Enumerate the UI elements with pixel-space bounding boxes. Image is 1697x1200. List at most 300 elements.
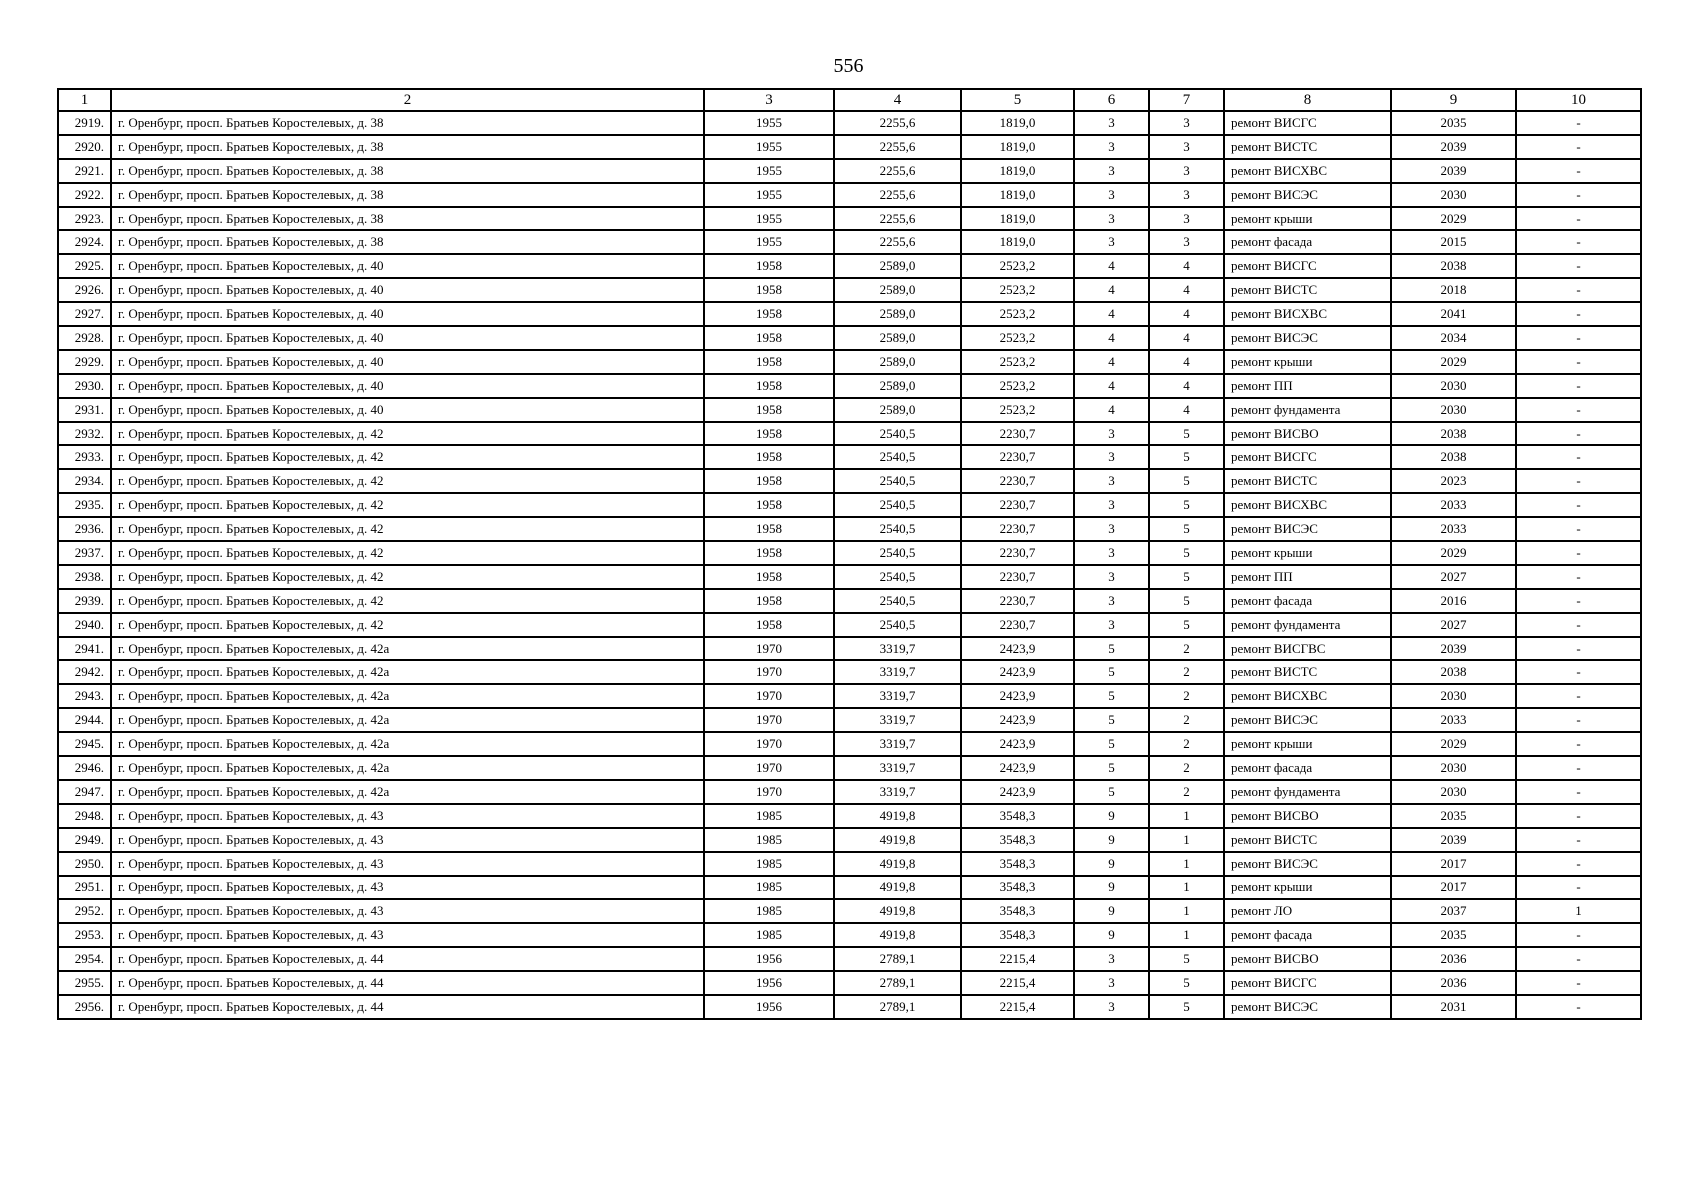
entrances-cell: 5 <box>1149 971 1224 995</box>
total-area-cell: 2540,5 <box>834 565 961 589</box>
living-area-cell: 2230,7 <box>961 541 1074 565</box>
entrances-cell: 5 <box>1149 947 1224 971</box>
living-area-cell: 2423,9 <box>961 660 1074 684</box>
year-cell: 1970 <box>704 780 834 804</box>
row-number-cell: 2948. <box>58 804 111 828</box>
year-cell: 1985 <box>704 923 834 947</box>
year-cell: 1955 <box>704 183 834 207</box>
work-type-cell: ремонт фасада <box>1224 589 1391 613</box>
total-area-cell: 2589,0 <box>834 350 961 374</box>
floors-cell: 4 <box>1074 302 1149 326</box>
floors-cell: 9 <box>1074 923 1149 947</box>
year-cell: 1985 <box>704 852 834 876</box>
living-area-cell: 1819,0 <box>961 183 1074 207</box>
floors-cell: 3 <box>1074 422 1149 446</box>
planned-year-cell: 2039 <box>1391 159 1516 183</box>
table-row <box>58 398 1641 422</box>
note-cell: - <box>1516 111 1641 135</box>
total-area-cell: 3319,7 <box>834 732 961 756</box>
total-area-cell: 2589,0 <box>834 326 961 350</box>
total-area-cell: 2789,1 <box>834 995 961 1019</box>
table-row <box>58 780 1641 804</box>
row-number-cell: 2947. <box>58 780 111 804</box>
total-area-cell: 3319,7 <box>834 756 961 780</box>
entrances-cell: 4 <box>1149 398 1224 422</box>
table-row <box>58 350 1641 374</box>
address-cell: г. Оренбург, просп. Братьев Коростелевых, д. 43 <box>111 804 704 828</box>
floors-cell: 3 <box>1074 995 1149 1019</box>
table-row <box>58 852 1641 876</box>
table-row <box>58 159 1641 183</box>
living-area-cell: 1819,0 <box>961 207 1074 231</box>
living-area-cell: 2230,7 <box>961 589 1074 613</box>
floors-cell: 5 <box>1074 637 1149 661</box>
row-number-cell: 2923. <box>58 207 111 231</box>
floors-cell: 3 <box>1074 159 1149 183</box>
table-row <box>58 183 1641 207</box>
living-area-cell: 2523,2 <box>961 374 1074 398</box>
floors-cell: 3 <box>1074 947 1149 971</box>
year-cell: 1958 <box>704 613 834 637</box>
living-area-cell: 3548,3 <box>961 852 1074 876</box>
entrances-cell: 3 <box>1149 207 1224 231</box>
planned-year-cell: 2027 <box>1391 565 1516 589</box>
planned-year-cell: 2041 <box>1391 302 1516 326</box>
address-cell: г. Оренбург, просп. Братьев Коростелевых, д. 42 <box>111 613 704 637</box>
year-cell: 1958 <box>704 469 834 493</box>
table-row <box>58 923 1641 947</box>
entrances-cell: 2 <box>1149 732 1224 756</box>
year-cell: 1970 <box>704 756 834 780</box>
address-cell: г. Оренбург, просп. Братьев Коростелевых, д. 44 <box>111 971 704 995</box>
floors-cell: 3 <box>1074 517 1149 541</box>
living-area-cell: 2523,2 <box>961 254 1074 278</box>
total-area-cell: 2589,0 <box>834 302 961 326</box>
note-cell: - <box>1516 923 1641 947</box>
entrances-cell: 4 <box>1149 326 1224 350</box>
address-cell: г. Оренбург, просп. Братьев Коростелевых, д. 38 <box>111 183 704 207</box>
floors-cell: 3 <box>1074 111 1149 135</box>
living-area-cell: 2230,7 <box>961 493 1074 517</box>
entrances-cell: 1 <box>1149 876 1224 900</box>
total-area-cell: 4919,8 <box>834 804 961 828</box>
note-cell: - <box>1516 756 1641 780</box>
work-type-cell: ремонт ВИСЭС <box>1224 517 1391 541</box>
total-area-cell: 3319,7 <box>834 660 961 684</box>
work-type-cell: ремонт ВИСГВС <box>1224 637 1391 661</box>
table-row <box>58 445 1641 469</box>
table-row <box>58 637 1641 661</box>
floors-cell: 3 <box>1074 135 1149 159</box>
entrances-cell: 5 <box>1149 517 1224 541</box>
entrances-cell: 2 <box>1149 756 1224 780</box>
year-cell: 1958 <box>704 565 834 589</box>
column-header-8: 8 <box>1224 89 1391 111</box>
entrances-cell: 5 <box>1149 493 1224 517</box>
planned-year-cell: 2033 <box>1391 517 1516 541</box>
entrances-cell: 2 <box>1149 684 1224 708</box>
table-row <box>58 541 1641 565</box>
row-number-cell: 2933. <box>58 445 111 469</box>
address-cell: г. Оренбург, просп. Братьев Коростелевых, д. 40 <box>111 350 704 374</box>
entrances-cell: 3 <box>1149 230 1224 254</box>
planned-year-cell: 2018 <box>1391 278 1516 302</box>
column-header-7: 7 <box>1149 89 1224 111</box>
entrances-cell: 4 <box>1149 350 1224 374</box>
table-row <box>58 613 1641 637</box>
entrances-cell: 5 <box>1149 541 1224 565</box>
living-area-cell: 1819,0 <box>961 230 1074 254</box>
entrances-cell: 1 <box>1149 804 1224 828</box>
planned-year-cell: 2039 <box>1391 637 1516 661</box>
floors-cell: 3 <box>1074 230 1149 254</box>
table-row <box>58 230 1641 254</box>
work-type-cell: ремонт ВИСГС <box>1224 971 1391 995</box>
column-header-6: 6 <box>1074 89 1149 111</box>
year-cell: 1955 <box>704 135 834 159</box>
year-cell: 1958 <box>704 302 834 326</box>
column-header-3: 3 <box>704 89 834 111</box>
year-cell: 1955 <box>704 111 834 135</box>
work-type-cell: ремонт ВИСЭС <box>1224 708 1391 732</box>
total-area-cell: 4919,8 <box>834 876 961 900</box>
planned-year-cell: 2035 <box>1391 111 1516 135</box>
row-number-cell: 2927. <box>58 302 111 326</box>
living-area-cell: 2230,7 <box>961 422 1074 446</box>
table-row <box>58 493 1641 517</box>
note-cell: - <box>1516 398 1641 422</box>
row-number-cell: 2941. <box>58 637 111 661</box>
total-area-cell: 2540,5 <box>834 517 961 541</box>
entrances-cell: 5 <box>1149 565 1224 589</box>
table-body <box>58 111 1641 1019</box>
row-number-cell: 2937. <box>58 541 111 565</box>
year-cell: 1958 <box>704 422 834 446</box>
planned-year-cell: 2015 <box>1391 230 1516 254</box>
row-number-cell: 2922. <box>58 183 111 207</box>
note-cell: - <box>1516 278 1641 302</box>
year-cell: 1956 <box>704 947 834 971</box>
planned-year-cell: 2038 <box>1391 254 1516 278</box>
row-number-cell: 2920. <box>58 135 111 159</box>
entrances-cell: 2 <box>1149 660 1224 684</box>
year-cell: 1958 <box>704 541 834 565</box>
note-cell: - <box>1516 660 1641 684</box>
entrances-cell: 4 <box>1149 374 1224 398</box>
floors-cell: 4 <box>1074 350 1149 374</box>
floors-cell: 4 <box>1074 326 1149 350</box>
row-number-cell: 2919. <box>58 111 111 135</box>
floors-cell: 3 <box>1074 589 1149 613</box>
table-row <box>58 708 1641 732</box>
floors-cell: 3 <box>1074 207 1149 231</box>
row-number-cell: 2938. <box>58 565 111 589</box>
work-type-cell: ремонт ВИСХВС <box>1224 684 1391 708</box>
entrances-cell: 1 <box>1149 923 1224 947</box>
note-cell: - <box>1516 852 1641 876</box>
work-type-cell: ремонт ВИСЭС <box>1224 326 1391 350</box>
row-number-cell: 2946. <box>58 756 111 780</box>
planned-year-cell: 2016 <box>1391 589 1516 613</box>
living-area-cell: 3548,3 <box>961 804 1074 828</box>
planned-year-cell: 2030 <box>1391 374 1516 398</box>
address-cell: г. Оренбург, просп. Братьев Коростелевых, д. 40 <box>111 326 704 350</box>
table-row <box>58 804 1641 828</box>
work-type-cell: ремонт ПП <box>1224 565 1391 589</box>
total-area-cell: 3319,7 <box>834 708 961 732</box>
address-cell: г. Оренбург, просп. Братьев Коростелевых, д. 40 <box>111 278 704 302</box>
address-cell: г. Оренбург, просп. Братьев Коростелевых, д. 42а <box>111 732 704 756</box>
floors-cell: 3 <box>1074 445 1149 469</box>
work-type-cell: ремонт фасада <box>1224 923 1391 947</box>
address-cell: г. Оренбург, просп. Братьев Коростелевых, д. 42 <box>111 422 704 446</box>
row-number-cell: 2934. <box>58 469 111 493</box>
planned-year-cell: 2029 <box>1391 732 1516 756</box>
total-area-cell: 2540,5 <box>834 589 961 613</box>
total-area-cell: 2789,1 <box>834 947 961 971</box>
work-type-cell: ремонт ВИСХВС <box>1224 302 1391 326</box>
year-cell: 1985 <box>704 804 834 828</box>
work-type-cell: ремонт ВИСТС <box>1224 135 1391 159</box>
floors-cell: 3 <box>1074 469 1149 493</box>
year-cell: 1958 <box>704 326 834 350</box>
note-cell: - <box>1516 183 1641 207</box>
row-number-cell: 2932. <box>58 422 111 446</box>
floors-cell: 5 <box>1074 780 1149 804</box>
planned-year-cell: 2031 <box>1391 995 1516 1019</box>
planned-year-cell: 2035 <box>1391 923 1516 947</box>
planned-year-cell: 2027 <box>1391 613 1516 637</box>
floors-cell: 5 <box>1074 660 1149 684</box>
floors-cell: 3 <box>1074 541 1149 565</box>
entrances-cell: 5 <box>1149 613 1224 637</box>
total-area-cell: 3319,7 <box>834 684 961 708</box>
table-row <box>58 254 1641 278</box>
note-cell: - <box>1516 637 1641 661</box>
note-cell: - <box>1516 995 1641 1019</box>
total-area-cell: 2540,5 <box>834 493 961 517</box>
row-number-cell: 2952. <box>58 899 111 923</box>
total-area-cell: 2540,5 <box>834 422 961 446</box>
table-row <box>58 517 1641 541</box>
note-cell: - <box>1516 302 1641 326</box>
year-cell: 1955 <box>704 207 834 231</box>
work-type-cell: ремонт ВИСГС <box>1224 254 1391 278</box>
table-row <box>58 589 1641 613</box>
row-number-cell: 2930. <box>58 374 111 398</box>
note-cell: - <box>1516 971 1641 995</box>
table-row <box>58 899 1641 923</box>
note-cell: - <box>1516 589 1641 613</box>
row-number-cell: 2956. <box>58 995 111 1019</box>
year-cell: 1985 <box>704 876 834 900</box>
total-area-cell: 2255,6 <box>834 230 961 254</box>
note-cell: - <box>1516 230 1641 254</box>
work-type-cell: ремонт ПП <box>1224 374 1391 398</box>
work-type-cell: ремонт ВИСТС <box>1224 469 1391 493</box>
total-area-cell: 2589,0 <box>834 398 961 422</box>
total-area-cell: 4919,8 <box>834 923 961 947</box>
row-number-cell: 2924. <box>58 230 111 254</box>
row-number-cell: 2942. <box>58 660 111 684</box>
entrances-cell: 3 <box>1149 111 1224 135</box>
total-area-cell: 2589,0 <box>834 254 961 278</box>
note-cell: 1 <box>1516 899 1641 923</box>
page-number: 556 <box>833 55 864 77</box>
table-row <box>58 995 1641 1019</box>
planned-year-cell: 2033 <box>1391 493 1516 517</box>
year-cell: 1958 <box>704 517 834 541</box>
note-cell: - <box>1516 565 1641 589</box>
table-row <box>58 756 1641 780</box>
work-type-cell: ремонт ВИСГС <box>1224 445 1391 469</box>
work-type-cell: ремонт фундамента <box>1224 398 1391 422</box>
work-type-cell: ремонт крыши <box>1224 207 1391 231</box>
entrances-cell: 3 <box>1149 135 1224 159</box>
work-type-cell: ремонт ВИСЭС <box>1224 852 1391 876</box>
floors-cell: 5 <box>1074 684 1149 708</box>
entrances-cell: 5 <box>1149 995 1224 1019</box>
planned-year-cell: 2037 <box>1391 899 1516 923</box>
entrances-cell: 2 <box>1149 780 1224 804</box>
planned-year-cell: 2036 <box>1391 947 1516 971</box>
note-cell: - <box>1516 613 1641 637</box>
table-row <box>58 684 1641 708</box>
address-cell: г. Оренбург, просп. Братьев Коростелевых, д. 42а <box>111 708 704 732</box>
planned-year-cell: 2035 <box>1391 804 1516 828</box>
address-cell: г. Оренбург, просп. Братьев Коростелевых, д. 42 <box>111 469 704 493</box>
living-area-cell: 3548,3 <box>961 923 1074 947</box>
living-area-cell: 3548,3 <box>961 876 1074 900</box>
total-area-cell: 4919,8 <box>834 852 961 876</box>
note-cell: - <box>1516 469 1641 493</box>
total-area-cell: 2540,5 <box>834 445 961 469</box>
address-cell: г. Оренбург, просп. Братьев Коростелевых, д. 40 <box>111 302 704 326</box>
row-number-cell: 2939. <box>58 589 111 613</box>
note-cell: - <box>1516 135 1641 159</box>
work-type-cell: ремонт фундамента <box>1224 613 1391 637</box>
entrances-cell: 3 <box>1149 183 1224 207</box>
address-cell: г. Оренбург, просп. Братьев Коростелевых, д. 42 <box>111 565 704 589</box>
year-cell: 1970 <box>704 684 834 708</box>
living-area-cell: 2423,9 <box>961 708 1074 732</box>
table-row <box>58 422 1641 446</box>
living-area-cell: 2230,7 <box>961 517 1074 541</box>
row-number-cell: 2944. <box>58 708 111 732</box>
note-cell: - <box>1516 684 1641 708</box>
work-type-cell: ремонт ВИСЭС <box>1224 183 1391 207</box>
living-area-cell: 1819,0 <box>961 159 1074 183</box>
floors-cell: 4 <box>1074 374 1149 398</box>
column-header-4: 4 <box>834 89 961 111</box>
column-header-9: 9 <box>1391 89 1516 111</box>
floors-cell: 5 <box>1074 756 1149 780</box>
floors-cell: 3 <box>1074 183 1149 207</box>
row-number-cell: 2931. <box>58 398 111 422</box>
year-cell: 1958 <box>704 254 834 278</box>
work-type-cell: ремонт крыши <box>1224 732 1391 756</box>
row-number-cell: 2940. <box>58 613 111 637</box>
work-type-cell: ремонт фасада <box>1224 756 1391 780</box>
planned-year-cell: 2038 <box>1391 422 1516 446</box>
table-row <box>58 732 1641 756</box>
total-area-cell: 2589,0 <box>834 278 961 302</box>
work-type-cell: ремонт ВИСВО <box>1224 947 1391 971</box>
address-cell: г. Оренбург, просп. Братьев Коростелевых, д. 38 <box>111 159 704 183</box>
address-cell: г. Оренбург, просп. Братьев Коростелевых, д. 42 <box>111 517 704 541</box>
address-cell: г. Оренбург, просп. Братьев Коростелевых, д. 40 <box>111 398 704 422</box>
table-row <box>58 207 1641 231</box>
work-type-cell: ремонт ВИСТС <box>1224 660 1391 684</box>
planned-year-cell: 2017 <box>1391 852 1516 876</box>
floors-cell: 9 <box>1074 804 1149 828</box>
year-cell: 1958 <box>704 445 834 469</box>
living-area-cell: 3548,3 <box>961 899 1074 923</box>
living-area-cell: 2523,2 <box>961 350 1074 374</box>
work-type-cell: ремонт ВИСХВС <box>1224 159 1391 183</box>
floors-cell: 9 <box>1074 828 1149 852</box>
year-cell: 1958 <box>704 398 834 422</box>
total-area-cell: 2540,5 <box>834 541 961 565</box>
note-cell: - <box>1516 254 1641 278</box>
total-area-cell: 4919,8 <box>834 828 961 852</box>
column-header-5: 5 <box>961 89 1074 111</box>
work-type-cell: ремонт ВИСТС <box>1224 828 1391 852</box>
living-area-cell: 2523,2 <box>961 278 1074 302</box>
note-cell: - <box>1516 445 1641 469</box>
column-header-1: 1 <box>58 89 111 111</box>
table-row <box>58 302 1641 326</box>
note-cell: - <box>1516 422 1641 446</box>
address-cell: г. Оренбург, просп. Братьев Коростелевых, д. 40 <box>111 254 704 278</box>
row-number-cell: 2929. <box>58 350 111 374</box>
column-header-10: 10 <box>1516 89 1641 111</box>
year-cell: 1985 <box>704 899 834 923</box>
row-number-cell: 2950. <box>58 852 111 876</box>
address-cell: г. Оренбург, просп. Братьев Коростелевых, д. 43 <box>111 876 704 900</box>
living-area-cell: 2523,2 <box>961 302 1074 326</box>
address-cell: г. Оренбург, просп. Братьев Коростелевых, д. 43 <box>111 923 704 947</box>
note-cell: - <box>1516 541 1641 565</box>
planned-year-cell: 2038 <box>1391 445 1516 469</box>
address-cell: г. Оренбург, просп. Братьев Коростелевых, д. 38 <box>111 111 704 135</box>
table-row <box>58 828 1641 852</box>
table-row <box>58 565 1641 589</box>
floors-cell: 3 <box>1074 565 1149 589</box>
table-header-row <box>58 89 1641 111</box>
note-cell: - <box>1516 326 1641 350</box>
table-row <box>58 278 1641 302</box>
table-row <box>58 326 1641 350</box>
table-row <box>58 374 1641 398</box>
living-area-cell: 2215,4 <box>961 971 1074 995</box>
planned-year-cell: 2030 <box>1391 183 1516 207</box>
planned-year-cell: 2034 <box>1391 326 1516 350</box>
row-number-cell: 2935. <box>58 493 111 517</box>
living-area-cell: 1819,0 <box>961 135 1074 159</box>
address-cell: г. Оренбург, просп. Братьев Коростелевых, д. 40 <box>111 374 704 398</box>
work-type-cell: ремонт ВИСТС <box>1224 278 1391 302</box>
floors-cell: 4 <box>1074 254 1149 278</box>
note-cell: - <box>1516 493 1641 517</box>
table-row <box>58 135 1641 159</box>
table-row <box>58 876 1641 900</box>
floors-cell: 3 <box>1074 613 1149 637</box>
living-area-cell: 2423,9 <box>961 756 1074 780</box>
living-area-cell: 2215,4 <box>961 947 1074 971</box>
planned-year-cell: 2023 <box>1391 469 1516 493</box>
note-cell: - <box>1516 350 1641 374</box>
